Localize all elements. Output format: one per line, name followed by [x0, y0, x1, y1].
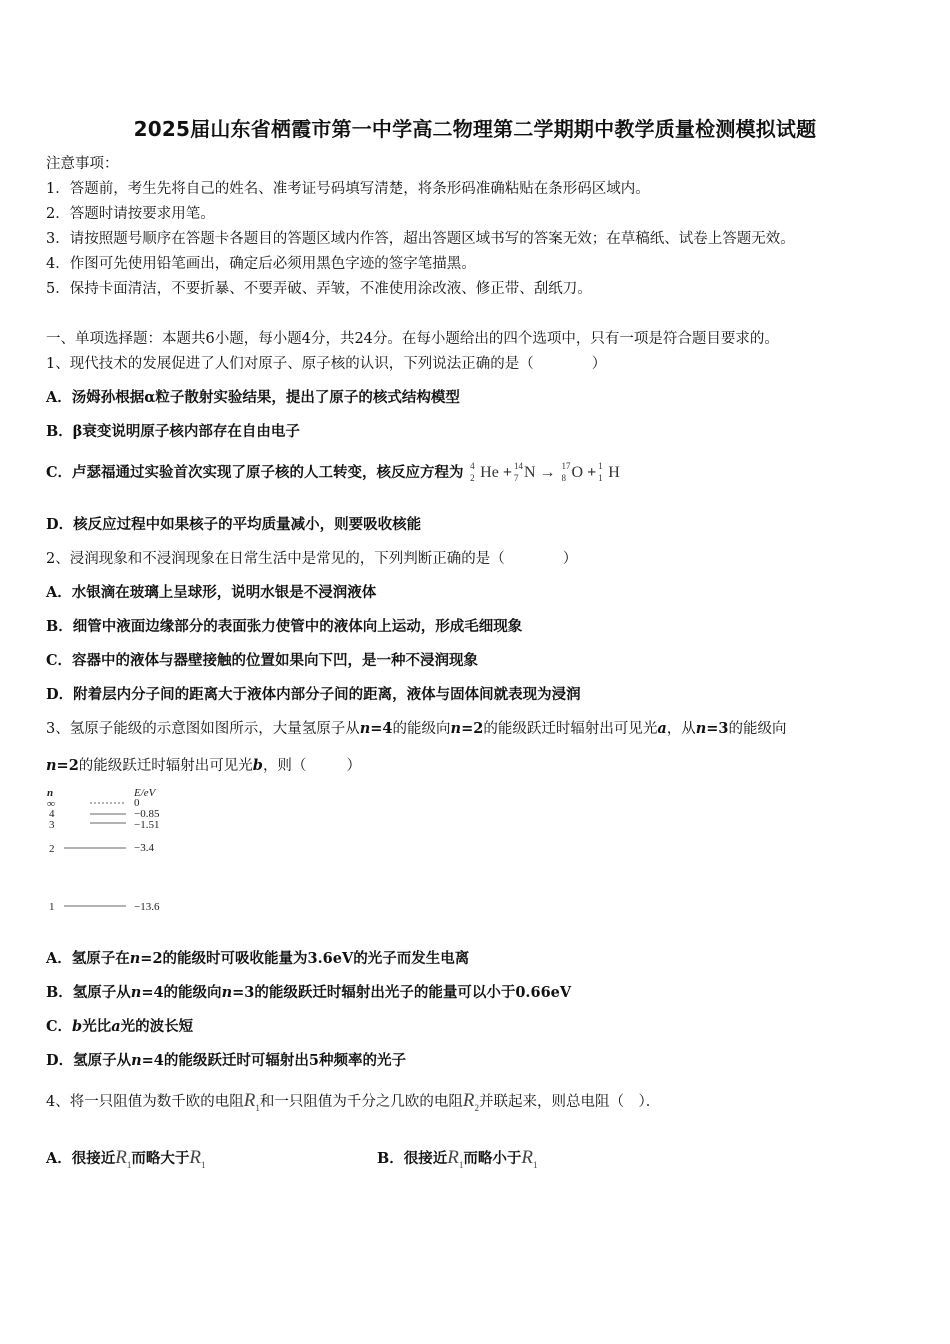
level-n-inf: ∞ — [47, 798, 55, 810]
level-n-2: 2 — [49, 843, 55, 855]
question-4-stem: 4、将一只阻值为数千欧的电阻$R_1$和一只阻值为千分之几欧的电阻$R_2$并联起来，则总电阻（ ）． — [46, 1090, 661, 1113]
resistor-r2: $R_2$ — [462, 1090, 479, 1113]
q2-option-b: B．细管中液面边缘部分的表面张力使管中的液体向上运动，形成毛细现象 — [46, 618, 523, 635]
axis-n-label: n — [47, 787, 54, 799]
q3-option-a: A．氢原子在n=2的能级时可吸收能量为3.6eV的光子而发生电离 — [46, 950, 470, 967]
q1-option-d: D．核反应过程中如果核子的平均质量减小，则要吸收核能 — [46, 516, 422, 533]
note-item-1: 1．答题前，考生先将自己的姓名、准考证号码填写清楚，将条形码准确粘贴在条形码区域内。 — [46, 181, 650, 197]
resistor-r1: $R_1$ — [243, 1090, 260, 1113]
q4-option-a: A．很接近$R_1$而略大于$R_1$ — [46, 1147, 206, 1170]
note-item-4: 4．作图可先使用铅笔画出，确定后必须用黑色字迹的签字笔描黑。 — [46, 256, 476, 272]
q2-option-c: C．容器中的液体与器壁接触的位置如果向下凹，是一种不浸润现象 — [46, 652, 479, 669]
question-3-stem-line2: n=2的能级跃迁时辐射出可见光b，则（ ） — [46, 757, 361, 774]
note-item-3: 3．请按照题号顺序在答题卡各题目的答题区域内作答，超出答题区域书写的答案无效；在草稿纸、试卷上答题无效。 — [46, 231, 795, 247]
q3-option-d: D．氢原子从n=4的能级跃迁时可辐射出5种频率的光子 — [46, 1052, 406, 1069]
q3-option-c: C．b光比a光的波长短 — [46, 1018, 194, 1035]
level-e-3: −1.51 — [134, 819, 160, 831]
q4-option-b: B．很接近$R_1$而略小于$R_1$ — [377, 1147, 538, 1170]
note-item-5: 5．保持卡面清洁，不要折暴、不要弄破、弄皱，不准使用涂改液、修正带、刮纸刀。 — [46, 281, 592, 297]
nuclear-equation: 4 2 He + 14 7 N → 17 8 O + 1 1 H — [470, 461, 620, 484]
axis-e-label: E/eV — [134, 787, 156, 799]
q2-option-d: D．附着层内分子间的距离大于液体内部分子间的距离，液体与固体间就表现为浸润 — [46, 686, 581, 703]
level-e-inf: 0 — [134, 797, 140, 809]
q1-option-b: B．β衰变说明原子核内部存在自由电子 — [46, 423, 300, 440]
energy-level-diagram — [44, 783, 184, 918]
q1-option-c: C．卢瑟福通过实验首次实现了原子核的人工转变，核反应方程为 4 2 He + 14 7 N → 17 8 O + 1 1 H — [46, 461, 620, 484]
level-e-2: −3.4 — [134, 842, 154, 854]
question-1-stem: 1、现代技术的发展促进了人们对原子、原子核的认识，下列说法正确的是（ ） — [46, 356, 607, 372]
section-heading: 一、单项选择题：本题共6小题，每小题4分，共24分。在每小题给出的四个选项中，只有一项是符合题目要求的。 — [46, 331, 779, 347]
q1-option-a: A．汤姆孙根据α粒子散射实验结果，提出了原子的核式结构模型 — [46, 389, 460, 406]
q2-option-a: A．水银滴在玻璃上呈球形，说明水银是不浸润液体 — [46, 584, 377, 601]
q3-option-b: B．氢原子从n=4的能级向n=3的能级跃迁时辐射出光子的能量可以小于0.66eV — [46, 984, 572, 1001]
note-item-2: 2．答题时请按要求用笔。 — [46, 206, 215, 222]
notes-heading: 注意事项： — [46, 156, 119, 172]
question-3-stem: 3、氢原子能级的示意图如图所示，大量氢原子从n=4的能级向n=2的能级跃迁时辐射出可见光a，从n=3的能级向 — [46, 720, 787, 737]
level-e-4: −0.85 — [134, 808, 160, 820]
level-n-3: 3 — [49, 819, 55, 831]
level-n-4: 4 — [49, 808, 55, 820]
level-n-1: 1 — [49, 901, 55, 913]
level-e-1: −13.6 — [134, 901, 160, 913]
page-title: 2025届山东省栖霞市第一中学高二物理第二学期期中教学质量检测模拟试题 — [133, 117, 817, 141]
question-2-stem: 2、浸润现象和不浸润现象在日常生活中是常见的，下列判断正确的是（ ） — [46, 551, 578, 567]
